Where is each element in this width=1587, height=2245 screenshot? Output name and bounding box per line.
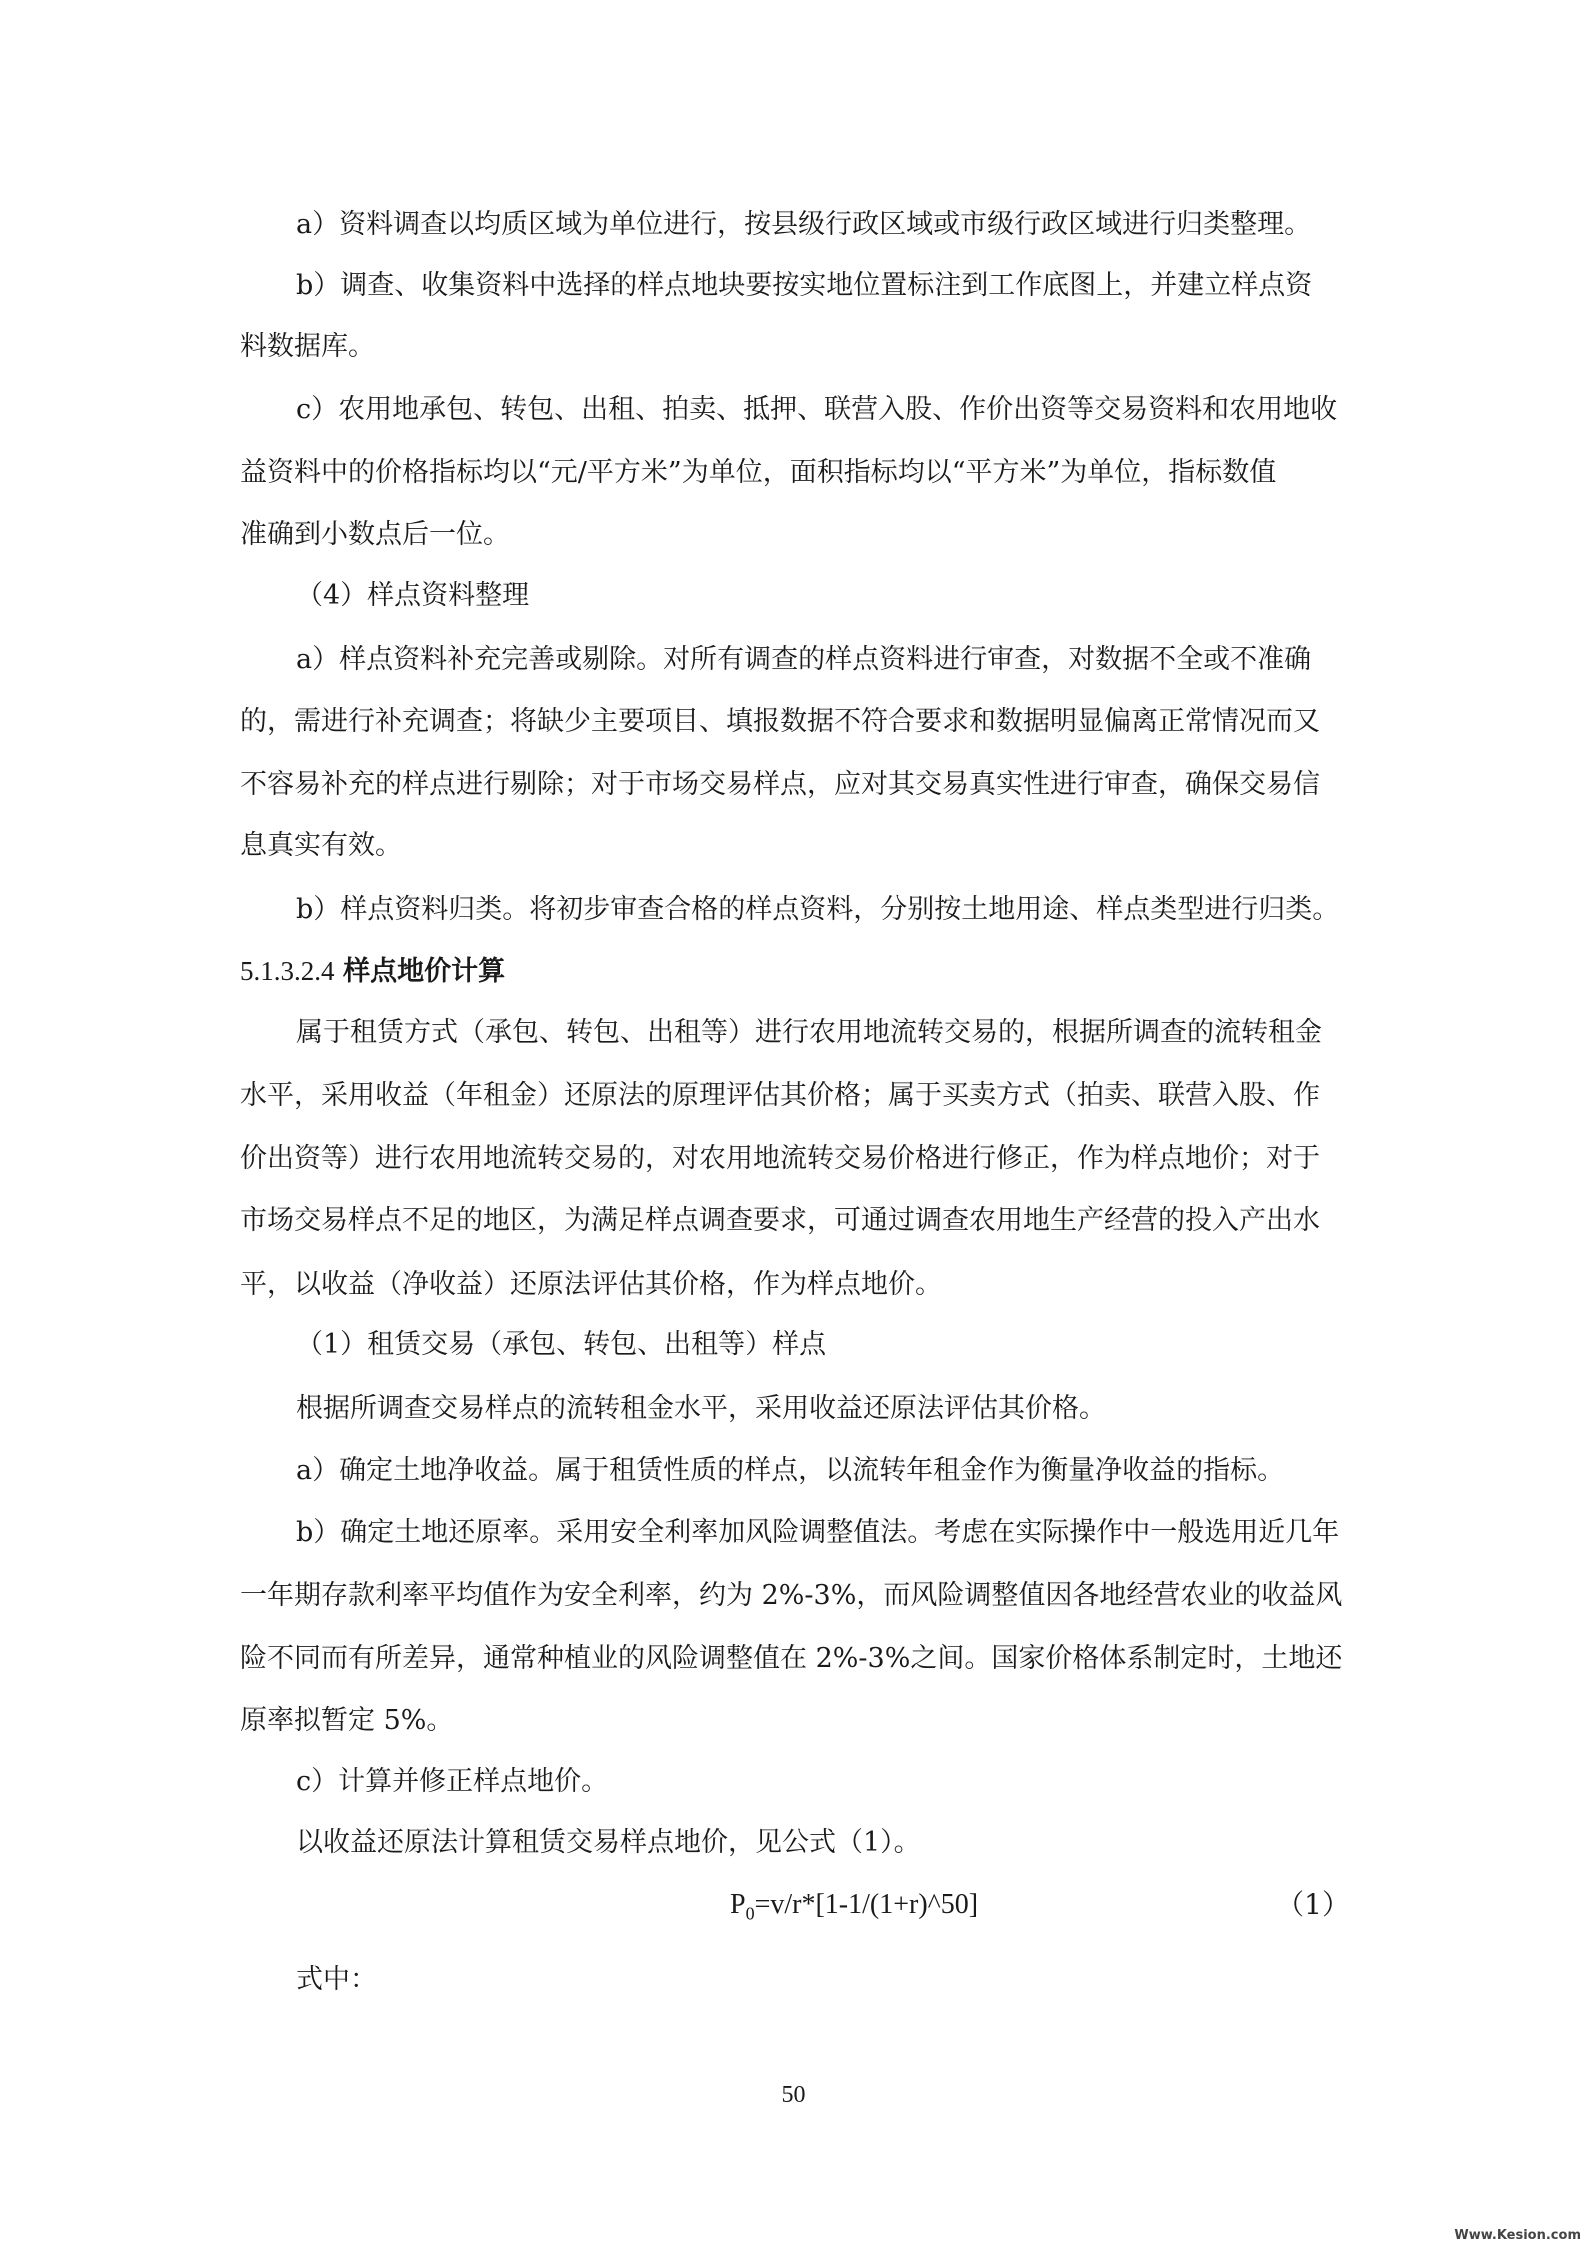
paragraph-line: 以收益还原法计算租赁交易样点地价，见公式（1）。	[296, 1827, 921, 1858]
equation-number: （1）	[1276, 1888, 1350, 1921]
paragraph-line: 式中：	[296, 1964, 377, 1995]
paragraph-line: 的，需进行补充调查；将缺少主要项目、填报数据不符合要求和数据明显偏离正常情况而又	[240, 706, 1320, 737]
paragraph-line: 平，以收益（净收益）还原法评估其价格，作为样点地价。	[240, 1269, 942, 1300]
paragraph-line: 原率拟暂定 5%。	[240, 1705, 454, 1736]
paragraph-line: 一年期存款利率平均值作为安全利率，约为 2%-3%，而风险调整值因各地经营农业的收益风	[240, 1580, 1343, 1611]
section-heading	[240, 951, 1350, 992]
formula-lhs: P	[730, 1889, 746, 1920]
subsection-label: （4）样点资料整理	[296, 580, 530, 611]
paragraph-line: 息真实有效。	[240, 830, 402, 861]
paragraph-line: 准确到小数点后一位。	[240, 519, 510, 550]
formula	[730, 1883, 978, 1936]
section-title: 样点地价计算	[343, 956, 506, 987]
formula-subscript: 0	[745, 1903, 755, 1924]
watermark-text: Www.Kesion.com	[1454, 2228, 1581, 2243]
formula-row	[240, 1883, 1350, 1927]
paragraph-line: a）样点资料补充完善或剔除。对所有调查的样点资料进行审查，对数据不全或不准确	[296, 644, 1312, 675]
formula-rhs: =v/r*[1-1/(1+r)^50]	[754, 1889, 979, 1920]
subsection-label: （1）租赁交易（承包、转包、出租等）样点	[296, 1329, 827, 1360]
paragraph-line: c）计算并修正样点地价。	[296, 1766, 609, 1797]
paragraph-line: b）调查、收集资料中选择的样点地块要按实地位置标注到工作底图上，并建立样点资	[296, 270, 1313, 301]
paragraph-line: 料数据库。	[240, 331, 375, 362]
paragraph-line: 益资料中的价格指标均以“元/平方米”为单位，面积指标均以“平方米”为单位，指标数值	[240, 457, 1277, 488]
paragraph-line: a）确定土地净收益。属于租赁性质的样点，以流转年租金作为衡量净收益的指标。	[296, 1455, 1285, 1486]
paragraph-line: b）样点资料归类。将初步审查合格的样点资料，分别按土地用途、样点类型进行归类。	[296, 894, 1340, 925]
section-number: 5.1.3.2.4	[240, 956, 335, 986]
paragraph-line: a）资料调查以均质区域为单位进行，按县级行政区域或市级行政区域进行归类整理。	[296, 209, 1312, 240]
paragraph-line: 水平，采用收益（年租金）还原法的原理评估其价格；属于买卖方式（拍卖、联营入股、作	[240, 1080, 1320, 1111]
paragraph-line: 根据所调查交易样点的流转租金水平，采用收益还原法评估其价格。	[296, 1393, 1106, 1424]
paragraph-line: 价出资等）进行农用地流转交易的，对农用地流转交易价格进行修正，作为样点地价；对于	[240, 1143, 1320, 1174]
paragraph-line: c）农用地承包、转包、出租、拍卖、抵押、联营入股、作价出资等交易资料和农用地收	[296, 394, 1338, 425]
paragraph-line: 不容易补充的样点进行剔除；对于市场交易样点，应对其交易真实性进行审查，确保交易信	[240, 769, 1320, 800]
paragraph-line: 属于租赁方式（承包、转包、出租等）进行农用地流转交易的，根据所调查的流转租金	[296, 1017, 1322, 1048]
page-number: 50	[781, 2082, 806, 2108]
paragraph-line: b）确定土地还原率。采用安全利率加风险调整值法。考虑在实际操作中一般选用近几年	[296, 1517, 1340, 1548]
paragraph-line: 险不同而有所差异，通常种植业的风险调整值在 2%-3%之间。国家价格体系制定时，土地还	[240, 1643, 1343, 1674]
paragraph-line: 市场交易样点不足的地区，为满足样点调查要求，可通过调查农用地生产经营的投入产出水	[240, 1205, 1320, 1236]
